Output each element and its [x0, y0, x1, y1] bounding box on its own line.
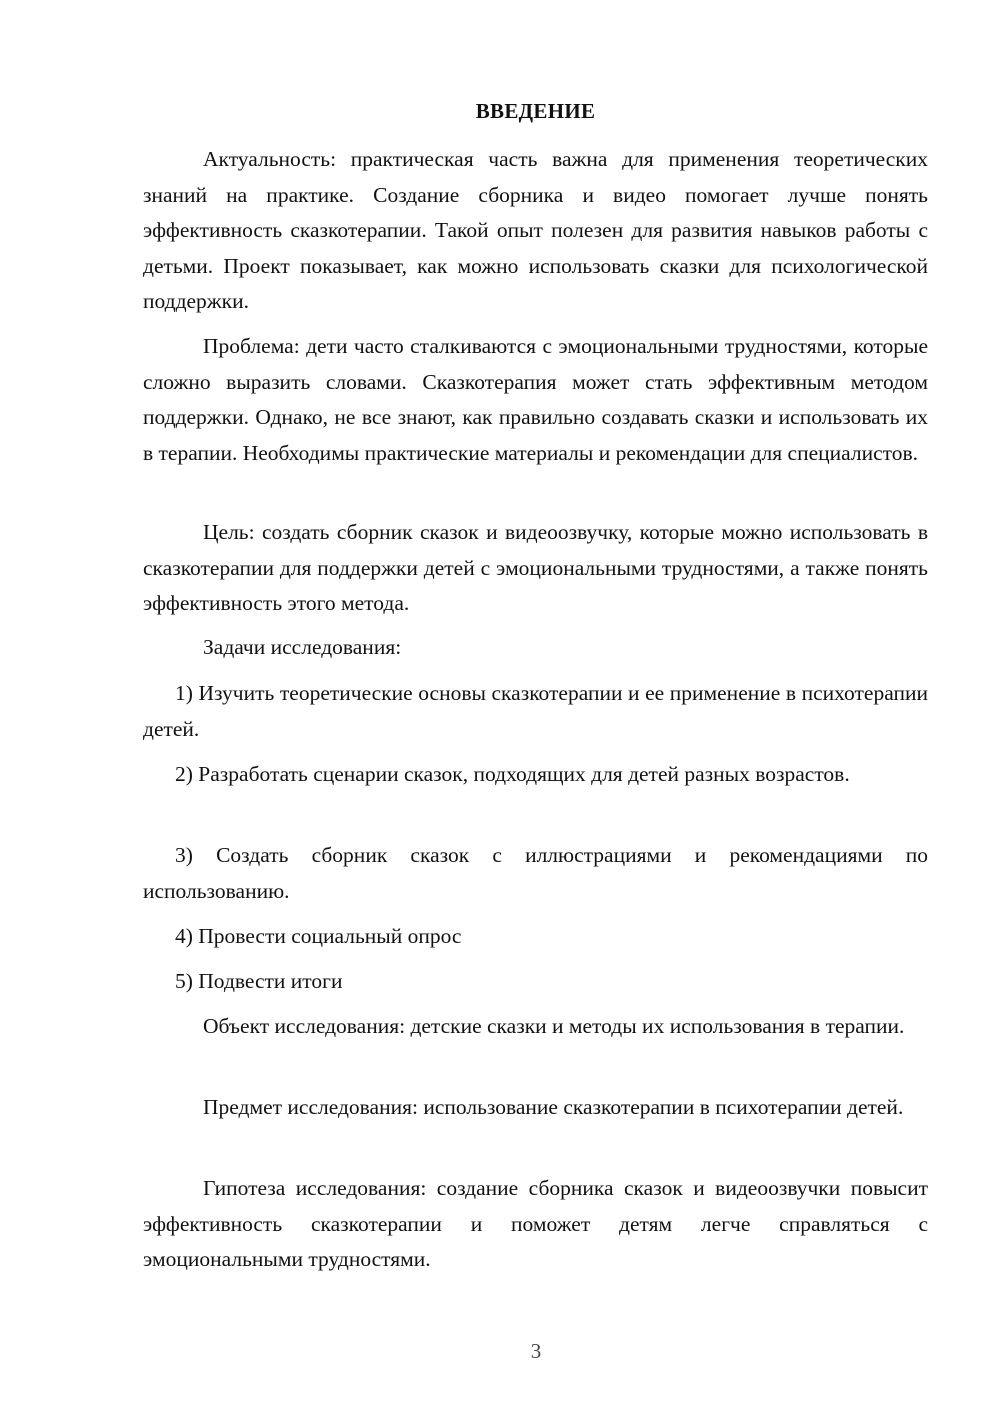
relevance-paragraph: Актуальность: практическая часть важна для применения теоретических знаний на практике. Создание сборника и видео помогает лучше понять эффективность сказкотерапии. Такой опыт полезен для развития навыков работы с детьми. Проект показывает, как можно использовать сказки для психологической поддержки.	[143, 147, 928, 313]
page-number: 3	[530, 1339, 542, 1363]
task-item-3: 3) Создать сборник сказок с иллюстрациями и рекомендациями по использованию.	[143, 843, 928, 903]
tasks-heading: Задачи исследования:	[203, 635, 402, 659]
object-paragraph: Объект исследования: детские сказки и методы их использования в терапии.	[203, 1014, 905, 1038]
task-item-1: 1) Изучить теоретические основы сказкотерапии и ее применение в психотерапии детей.	[143, 681, 928, 741]
task-item-2: 2) Разработать сценарии сказок, подходящих для детей разных возрастов.	[175, 762, 850, 786]
task-item-5: 5) Подвести итоги	[175, 969, 343, 993]
section-heading: ВВЕДЕНИЕ	[475, 99, 596, 123]
problem-paragraph: Проблема: дети часто сталкиваются с эмоциональными трудностями, которые сложно выразить словами. Сказкотерапия может стать эффективным методом поддержки. Однако, не все знают, как правильно создавать сказки и использовать их в терапии. Необходимы практические материалы и рекомендации для специалистов.	[143, 334, 928, 465]
subject-paragraph: Предмет исследования: использование сказкотерапии в психотерапии детей.	[203, 1095, 904, 1119]
hypothesis-paragraph: Гипотеза исследования: создание сборника сказок и видеоозвучки повысит эффективность сказкотерапии и поможет детям легче справляться с эмоциональными трудностями.	[143, 1176, 928, 1271]
task-item-4: 4) Провести социальный опрос	[175, 924, 462, 948]
goal-paragraph: Цель: создать сборник сказок и видеоозвучку, которые можно использовать в сказкотерапии для поддержки детей с эмоциональными трудностями, а также понять эффективность этого метода.	[143, 520, 928, 615]
